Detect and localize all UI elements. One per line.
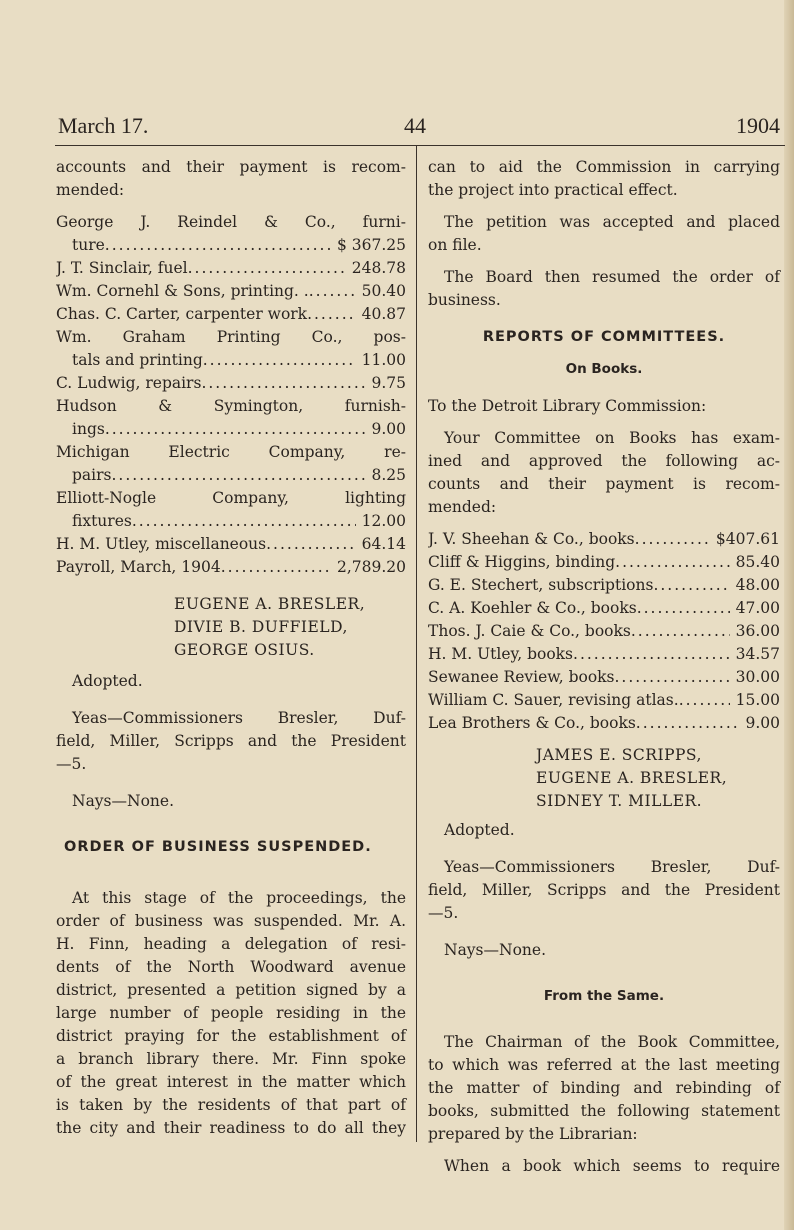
right-column (428, 156, 780, 1178)
account-name: Cliff & Higgins, binding (428, 553, 616, 571)
leader-dots (307, 303, 356, 326)
account-row (428, 712, 780, 735)
account-name: Payroll, March, 1904 (56, 558, 221, 576)
account-amount: 12.00 (361, 512, 406, 530)
account-amount: 85.40 (735, 553, 780, 571)
account-name: William C. Sauer, revising atlas. (428, 691, 679, 709)
body-line: is taken by the residents of that part of (56, 1096, 406, 1114)
account-row (56, 280, 406, 303)
account-amount: 15.00 (735, 691, 780, 709)
account-name: tals and printing (72, 351, 203, 369)
body-line: prepared by the Librarian: (428, 1125, 638, 1143)
account-name: ture (72, 236, 105, 254)
signature-line: EUGENE A. BRESLER, (536, 769, 728, 787)
account-name: ings (72, 420, 105, 438)
body-line: books, submitted the following statement (428, 1102, 780, 1120)
adopted-text: Adopted. (72, 672, 143, 690)
account-row (56, 556, 406, 579)
yeas-line: —5. (56, 755, 87, 773)
yeas-line: field, Miller, Scripps and the President (428, 881, 780, 899)
leader-dots (309, 280, 356, 303)
account-name: pairs (72, 466, 112, 484)
account-line: George J. Reindel & Co., furni- (56, 213, 406, 231)
account-amount: 2,789.20 (336, 558, 406, 576)
leader-dots (679, 689, 730, 712)
yeas-line: —5. (428, 904, 459, 922)
sub-heading: On Books. (565, 361, 643, 377)
account-row (56, 257, 406, 280)
account-row (56, 418, 406, 441)
account-name: Wm. Cornehl & Sons, printing. . (56, 282, 309, 300)
adopted-text: Adopted. (444, 821, 515, 839)
account-amount: 9.00 (745, 714, 780, 732)
account-amount: 40.87 (361, 305, 406, 323)
body-line: to which was referred at the last meeting (428, 1056, 780, 1074)
signature-line: DIVIE B. DUFFIELD, (174, 618, 348, 636)
body-line: of the great interest in the matter which (56, 1073, 406, 1091)
account-line: Michigan Electric Company, re- (56, 443, 406, 461)
leader-dots (636, 712, 740, 735)
account-line: Elliott-Nogle Company, lighting (56, 489, 406, 507)
right-body-paragraph (428, 1031, 780, 1146)
leader-dots (105, 234, 331, 257)
body-line: district, presented a petition signed by a (56, 981, 406, 999)
account-amount: 36.00 (735, 622, 780, 640)
section-heading: ORDER OF BUSINESS SUSPENDED. (64, 839, 372, 855)
left-body-paragraph (56, 887, 406, 1140)
header-rule (55, 145, 785, 146)
report-line: ined and approved the following ac- (428, 452, 780, 470)
account-row (428, 528, 780, 551)
resumed-line: business. (428, 291, 501, 309)
body-line: The Chairman of the Book Committee, (444, 1033, 780, 1051)
header-year: 1904 (736, 113, 780, 138)
leader-dots (221, 556, 331, 579)
leader-dots (631, 620, 730, 643)
account-row (428, 551, 780, 574)
account-amount: 11.00 (361, 351, 406, 369)
left-accounts-list (56, 211, 406, 579)
account-name: J. V. Sheehan & Co., books (428, 530, 635, 548)
leader-dots (615, 551, 729, 574)
page-edge (784, 0, 794, 1230)
account-row (56, 533, 406, 556)
account-amount: 34.57 (735, 645, 780, 663)
signature-line: JAMES E. SCRIPPS, (536, 746, 702, 764)
report-line: counts and their payment is recom- (428, 475, 780, 493)
leader-dots (573, 643, 730, 666)
account-name: C. A. Koehler & Co., books (428, 599, 637, 617)
petition-line: on file. (428, 236, 482, 254)
leader-dots (635, 528, 710, 551)
account-amount: 50.40 (361, 282, 406, 300)
signature-line: EUGENE A. BRESLER, (174, 595, 366, 613)
petition-line: The petition was accepted and placed (444, 213, 780, 231)
continuation-line: can to aid the Commission in carrying (428, 158, 780, 176)
account-line: Hudson & Symington, furnish- (56, 397, 406, 415)
last-line: When a book which seems to require (444, 1157, 780, 1175)
yeas-line: field, Miller, Scripps and the President (56, 732, 406, 750)
header-date: March 17. (58, 113, 149, 138)
body-line: the city and their readiness to do all they (56, 1119, 406, 1137)
account-name: Thos. J. Caie & Co., books (428, 622, 631, 640)
section-heading: REPORTS OF COMMITTEES. (482, 329, 726, 345)
intro-line: accounts and their payment is recom- (56, 158, 406, 176)
account-name: Sewanee Review, books (428, 668, 615, 686)
leader-dots (105, 418, 366, 441)
account-name: Lea Brothers & Co., books (428, 714, 636, 732)
account-name: J. T. Sinclair, fuel (56, 259, 188, 277)
body-line: the matter of binding and rebinding of (428, 1079, 780, 1097)
account-name: H. M. Utley, miscellaneous (56, 535, 267, 553)
column-divider (416, 146, 417, 1142)
yeas-line: Yeas—Commissioners Bresler, Duf- (444, 858, 780, 876)
account-name: Chas. C. Carter, carpenter work (56, 305, 308, 323)
header-page-number: 44 (404, 113, 426, 138)
body-line: order of business was suspended. Mr. A. (56, 912, 406, 930)
account-name: C. Ludwig, repairs (56, 374, 202, 392)
sub-heading: From the Same. (543, 988, 665, 1004)
account-row (428, 689, 780, 712)
body-line: a branch library there. Mr. Finn spoke (56, 1050, 406, 1068)
leader-dots (201, 372, 365, 395)
account-amount: 64.14 (361, 535, 406, 553)
body-line: large number of people residing in the (56, 1004, 406, 1022)
left-column (56, 156, 406, 1140)
account-amount: 9.75 (371, 374, 406, 392)
intro-line: mended: (56, 181, 125, 199)
account-amount: 248.78 (351, 259, 406, 277)
right-accounts-list (428, 528, 780, 735)
body-line: district praying for the establishment of (56, 1027, 406, 1045)
account-name: fixtures (72, 512, 132, 530)
nays-text: Nays—None. (444, 941, 546, 959)
account-line: Wm. Graham Printing Co., pos- (56, 328, 406, 346)
account-row (428, 666, 780, 689)
account-row (56, 372, 406, 395)
leader-dots (203, 349, 356, 372)
leader-dots (653, 574, 729, 597)
account-amount: $ 367.25 (336, 236, 406, 254)
leader-dots (111, 464, 365, 487)
leader-dots (266, 533, 356, 556)
account-row (56, 234, 406, 257)
account-amount: $407.61 (715, 530, 780, 548)
continuation-line: the project into practical effect. (428, 181, 678, 199)
nays-text: Nays—None. (72, 792, 174, 810)
account-row (56, 303, 406, 326)
salutation: To the Detroit Library Commission: (428, 397, 707, 415)
running-header (58, 113, 780, 147)
account-row (428, 620, 780, 643)
leader-dots (615, 666, 730, 689)
body-line: dents of the North Woodward avenue (56, 958, 406, 976)
yeas-line: Yeas—Commissioners Bresler, Duf- (72, 709, 406, 727)
leader-dots (132, 510, 356, 533)
leader-dots (637, 597, 730, 620)
report-line: Your Committee on Books has exam- (444, 429, 780, 447)
account-amount: 30.00 (735, 668, 780, 686)
account-name: G. E. Stechert, subscriptions (428, 576, 654, 594)
resumed-line: The Board then resumed the order of (444, 268, 780, 286)
account-amount: 48.00 (735, 576, 780, 594)
body-line: H. Finn, heading a delegation of resi- (56, 935, 406, 953)
leader-dots (188, 257, 346, 280)
account-row (56, 349, 406, 372)
report-line: mended: (428, 498, 497, 516)
account-row (428, 643, 780, 666)
account-row (56, 464, 406, 487)
account-row (428, 574, 780, 597)
account-amount: 9.00 (371, 420, 406, 438)
account-row (56, 510, 406, 533)
account-amount: 47.00 (735, 599, 780, 617)
account-row (428, 597, 780, 620)
signature-line: SIDNEY T. MILLER. (536, 792, 703, 810)
account-amount: 8.25 (371, 466, 406, 484)
account-name: H. M. Utley, books (428, 645, 574, 663)
body-line: At this stage of the proceedings, the (72, 889, 406, 907)
signature-line: GEORGE OSIUS. (174, 641, 315, 659)
